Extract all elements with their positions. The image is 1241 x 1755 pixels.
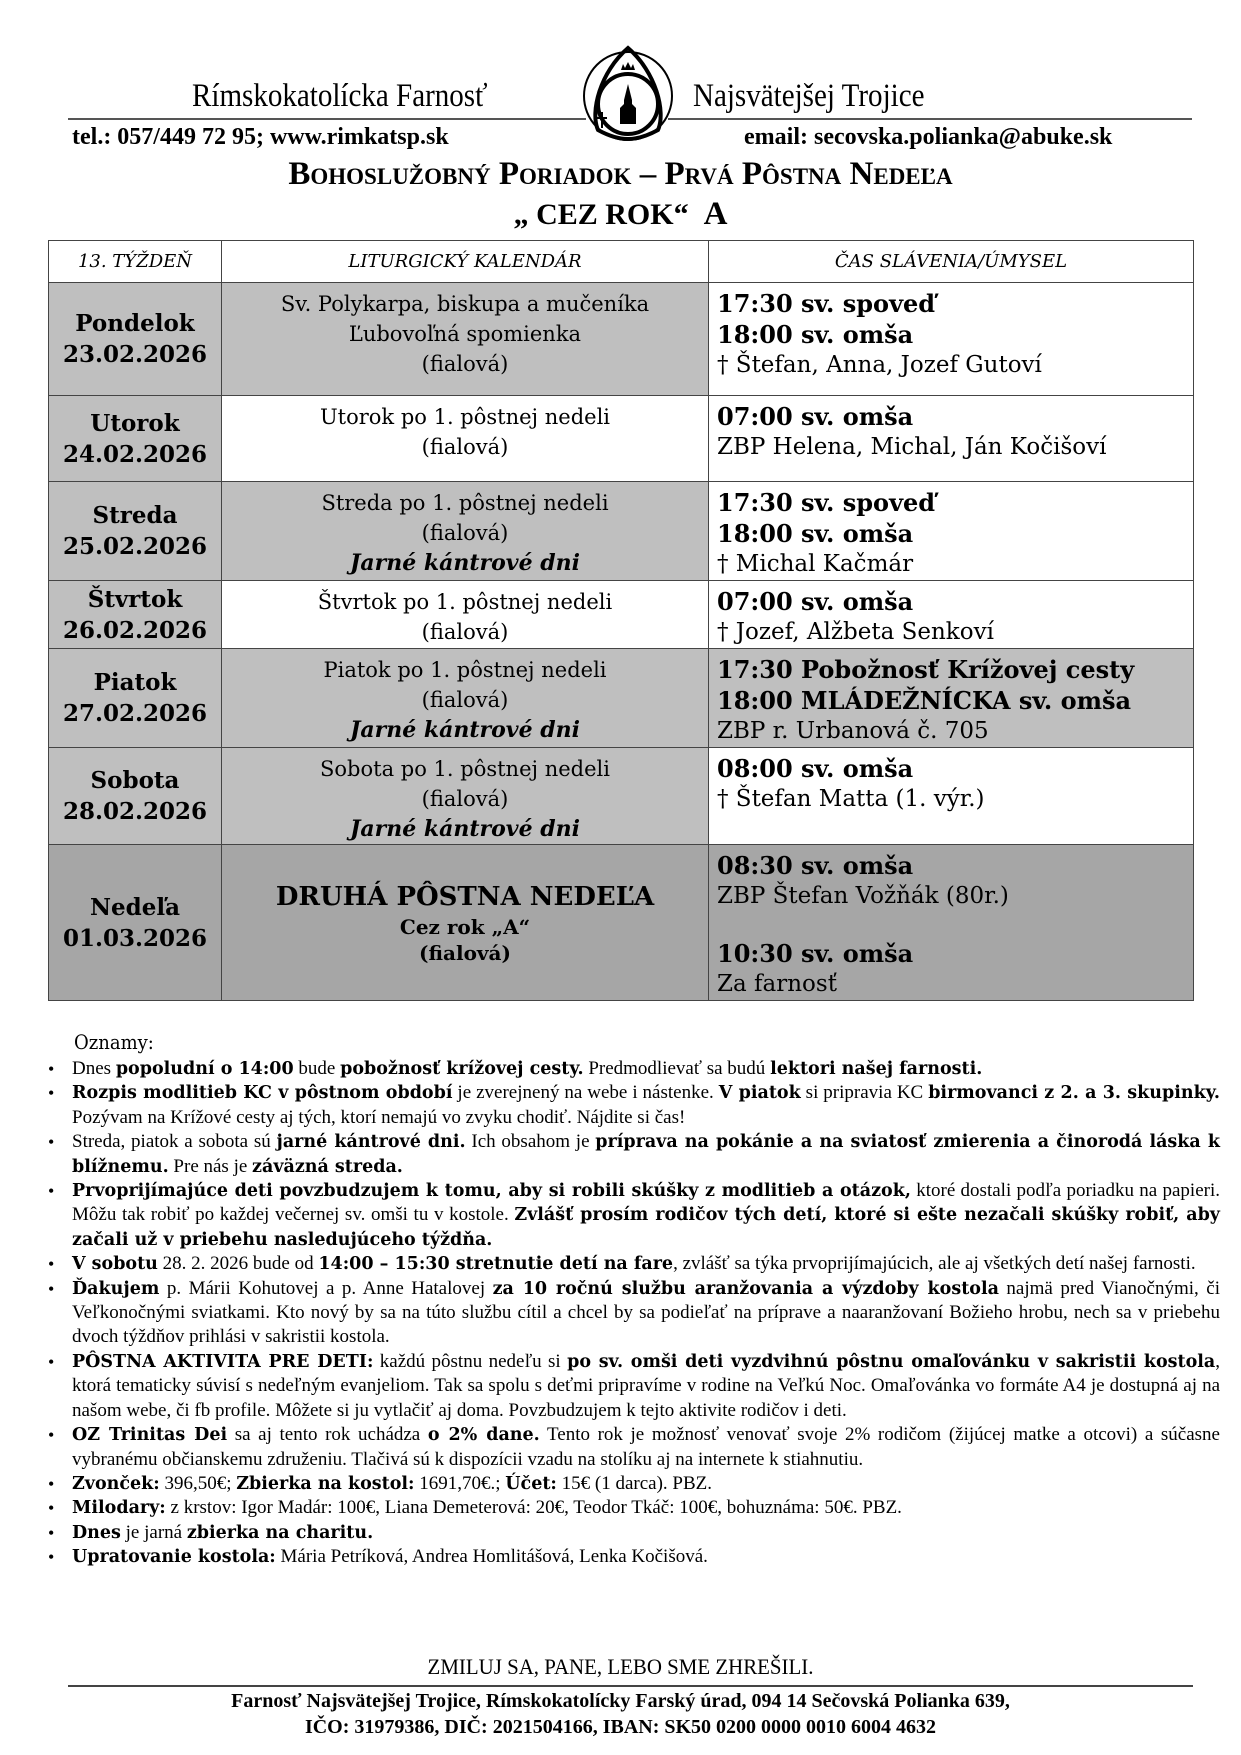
liturgy-line: Streda po 1. pôstnej nedeli	[321, 491, 609, 515]
footer-address: Farnosť Najsvätejšej Trojice, Rímskokatolícky Farský úrad, 094 14 Sečovská Polianka 639,	[231, 1690, 1010, 1712]
footer-rule	[68, 1685, 1193, 1687]
announcement-item	[72, 1545, 1220, 1569]
announcement-text: každú pôstnu nedeľu si	[373, 1350, 568, 1372]
liturgy-line: (fialová)	[421, 620, 509, 644]
schedule-table	[48, 240, 1194, 1001]
announcement-bold-text: zbierka na charitu.	[186, 1522, 374, 1543]
header-rule-right	[668, 118, 1192, 120]
feast-label: Jarné kántrové dni	[349, 816, 580, 842]
announcement-text: Predmodlievať sa budú	[583, 1058, 771, 1079]
announcement-bold-text: príprava na pokánie a na sviatosť zmierenia a činorodá láska k blížnemu.	[72, 1132, 1220, 1177]
day-name: Nedeľa	[89, 893, 180, 921]
liturgy-line: (fialová)	[421, 435, 509, 459]
service-time: 17:30 sv. spoveď	[717, 488, 936, 517]
day-date: 27.02.2026	[62, 700, 208, 727]
announcement-item	[72, 1179, 1220, 1252]
service-time: 18:00 MLÁDEŽNÍCKA sv. omša	[717, 686, 1132, 715]
announcement-bold-text: Zvlášť prosím rodičov tých detí, ktoré si ešte nezačali skúšky robiť, aby začali už v priebehu nasledujúceho týždňa.	[72, 1205, 1220, 1250]
time-intention-cell	[709, 283, 1194, 396]
announcement-text: , zvlášť sa týka prvoprijímajúcich, ale aj všetkých detí našej farnosti.	[673, 1253, 1196, 1275]
service-time: 08:30 sv. omša	[717, 851, 914, 880]
announcement-bold-text: Dnes	[72, 1522, 121, 1543]
announcement-bold-text: Prvoprijímajúce deti povzbudzujem k tomu, aby si robili skúšky z modlitieb a otázok,	[72, 1181, 911, 1202]
liturgy-line: (fialová)	[421, 787, 509, 811]
header-time-intention: ČAS SLÁVENIA/ÚMYSEL	[709, 241, 1194, 283]
sunday-cycle: Cez rok „A“	[399, 914, 531, 939]
schedule-row	[49, 482, 1194, 581]
contact-email: email: secovska.polianka@abuke.sk	[744, 124, 1113, 150]
liturgy-line: Štvrtok po 1. pôstnej nedeli	[317, 590, 613, 614]
liturgy-line: Piatok po 1. pôstnej nedeli	[323, 658, 607, 682]
announcement-text: Dnes	[72, 1058, 116, 1079]
announcement-text: Ich obsahom je	[465, 1131, 596, 1153]
announcement-bold-text: o 2% dane.	[427, 1425, 540, 1446]
table-header-row	[49, 241, 1194, 283]
announcement-text: Pre nás je	[168, 1155, 253, 1177]
announcement-text: sa aj tento rok uchádza	[227, 1424, 428, 1446]
day-date: 25.02.2026	[62, 533, 208, 560]
announcement-bold-text: 14:00 – 15:30 stretnutie detí na fare	[318, 1254, 674, 1275]
day-name: Piatok	[93, 669, 177, 696]
announcement-item	[72, 1350, 1220, 1423]
liturgy-cell	[222, 396, 709, 482]
mass-intention: † Štefan Matta (1. výr.)	[717, 786, 985, 812]
announcement-bold-text: OZ Trinitas Dei	[72, 1425, 228, 1446]
parish-name-right: Najsvätejšej Trojice	[693, 78, 925, 114]
day-name: Pondelok	[75, 310, 195, 337]
day-date: 24.02.2026	[62, 440, 208, 468]
liturgy-cell	[222, 581, 709, 649]
service-time: 08:00 sv. omša	[717, 754, 914, 783]
day-cell	[49, 845, 222, 1001]
announcement-item	[72, 1423, 1220, 1472]
liturgy-line: (fialová)	[421, 352, 509, 376]
service-time: 10:30 sv. omša	[717, 939, 914, 968]
page-title: Bohoslužobný Poriadok – Prvá Pôstna Nedeľa	[288, 156, 953, 192]
announcements-list	[44, 1057, 1220, 1570]
announcement-bold-text: V sobotu	[72, 1254, 158, 1275]
announcement-bold-text: Zvonček:	[72, 1473, 160, 1494]
time-intention-cell	[709, 748, 1194, 845]
time-intention-cell	[709, 482, 1194, 581]
day-cell	[49, 581, 222, 649]
header-week: 13. TÝŽDEŇ	[49, 241, 222, 283]
liturgy-cell	[222, 482, 709, 581]
announcement-item	[72, 1472, 1220, 1496]
announcement-bold-text: Rozpis modlitieb KC v pôstnom období	[72, 1083, 453, 1104]
announcement-text: 396,50€;	[159, 1472, 237, 1494]
announcement-item	[72, 1057, 1220, 1081]
announcement-bold-text: jarné kántrové dni.	[276, 1132, 466, 1153]
announcement-text: 28. 2. 2026 bude od	[157, 1253, 319, 1275]
time-intention-cell	[709, 581, 1194, 649]
announcement-text: z krstov: Igor Madár: 100€, Liana Demeterová: 20€, Teodor Tkáč: 100€, bohuznáma: 50€. PBZ.	[165, 1497, 902, 1519]
time-intention-cell	[709, 396, 1194, 482]
announcement-bold-text: birmovanci z 2. a 3. skupinky.	[928, 1083, 1220, 1104]
announcement-text: bude	[293, 1058, 341, 1079]
mass-intention: ZBP Štefan Vožňák (80r.)	[717, 883, 1009, 909]
announcement-bold-text: Účet:	[505, 1473, 557, 1494]
service-time: 18:00 sv. omša	[717, 519, 914, 548]
liturgy-line: Ľubovoľná spomienka	[348, 322, 582, 346]
announcement-text: najmä pred Vianočnými, či Veľkonočnými sviatkami. Kto nový by sa na túto službu cítil a chcel by sa podieľať na príprave a naaranžovaní Božieho hrobu, nech sa v priebehu dvoch týždňov prihlási v sakristii kostola.	[72, 1277, 1220, 1348]
announcement-item	[72, 1521, 1220, 1545]
announcement-text: je zverejnený na webe i nástenke.	[452, 1082, 719, 1104]
feast-label: Jarné kántrové dni	[349, 550, 580, 576]
liturgy-line: Utorok po 1. pôstnej nedeli	[319, 405, 611, 429]
mass-intention: ZBP Helena, Michal, Ján Kočišoví	[717, 434, 1107, 460]
footer-ids: IČO: 31979386, DIČ: 2021504166, IBAN: SK50 0200 0000 0010 6004 4632	[304, 1716, 937, 1738]
closing-prayer: ZMILUJ SA, PANE, LEBO SME ZHREŠILI.	[427, 1654, 814, 1679]
announcement-item	[72, 1130, 1220, 1179]
mass-intention: † Jozef, Alžbeta Senkoví	[717, 619, 994, 645]
announcement-bold-text: záväzná streda.	[252, 1156, 403, 1177]
header-rule-left	[68, 118, 586, 120]
announcement-text: Tento rok je možnosť venovať svoje 2% rodičom (žijúcej matke a otcovi) a súčasne vybranému občianskemu združeniu. Tlačivá sú k dispozícii vzadu na stolíku aj na internete k stiahnutiu.	[72, 1424, 1220, 1470]
day-date: 23.02.2026	[62, 341, 208, 368]
announcement-bold-text: po sv. omši deti vyzdvihnú pôstnu omaľovánku v sakristii kostola	[567, 1351, 1216, 1372]
mass-intention: † Michal Kačmár	[717, 551, 914, 577]
mass-intention: Za farnosť	[717, 971, 837, 997]
announcement-bold-text: Zbierka na kostol:	[236, 1473, 415, 1494]
contact-phone-web: tel.: 057/449 72 95; www.rimkatsp.sk	[72, 124, 449, 150]
mass-intention: † Štefan, Anna, Jozef Gutoví	[717, 352, 1042, 378]
day-date: 28.02.2026	[62, 798, 208, 825]
day-name: Streda	[92, 502, 178, 529]
liturgy-line: Sobota po 1. pôstnej nedeli	[320, 757, 610, 781]
day-cell	[49, 396, 222, 482]
parish-name-left: Rímskokatolícka Farnosť	[192, 78, 488, 114]
announcement-text: Mária Petríková, Andrea Homlitášová, Lenka Kočišová.	[275, 1546, 708, 1568]
announcement-item	[72, 1081, 1220, 1130]
announcement-text: 1691,70€.;	[414, 1472, 506, 1494]
liturgy-cell	[222, 748, 709, 845]
schedule-row	[49, 581, 1194, 649]
service-time: 07:00 sv. omša	[717, 587, 914, 616]
day-cell	[49, 283, 222, 396]
announcement-bold-text: lektori našej farnosti.	[770, 1059, 983, 1079]
schedule-row	[49, 748, 1194, 845]
time-intention-cell	[709, 649, 1194, 748]
service-time: 17:30 Pobožnosť Krížovej cesty	[717, 655, 1135, 684]
sunday-title: DRUHÁ PÔSTNA NEDEĽA	[275, 881, 655, 912]
announcements-heading: Oznamy:	[74, 1030, 154, 1054]
service-time: 17:30 sv. spoveď	[717, 289, 936, 318]
liturgy-cell	[222, 649, 709, 748]
announcement-bold-text: za 10 ročnú službu aranžovania a výzdoby kostola	[492, 1278, 999, 1299]
mass-intention: ZBP r. Urbanová č. 705	[717, 718, 989, 744]
subtitle-text: „ CEZ ROK“	[513, 198, 689, 231]
announcement-text: 15€ (1 darca). PBZ.	[556, 1472, 713, 1494]
day-name: Utorok	[90, 409, 180, 437]
page-subtitle	[0, 196, 1241, 233]
feast-label: Jarné kántrové dni	[349, 717, 580, 743]
header-liturgical-calendar: LITURGICKÝ KALENDÁR	[222, 241, 709, 283]
announcement-item	[72, 1496, 1220, 1520]
announcement-text: si pripravia KC	[800, 1082, 929, 1104]
announcement-bold-text: popoludní o 14:00	[115, 1059, 294, 1079]
announcement-bold-text: PÔSTNA AKTIVITA PRE DETI:	[72, 1351, 374, 1372]
day-name: Štvrtok	[87, 585, 183, 613]
liturgy-line: (fialová)	[421, 688, 509, 712]
announcement-text: , ktorá tematicky súvisí s nedeľným evanjeliom. Tak sa spolu s deťmi pripravíme v rodine na Veľkú Noc. Omaľovánka vo formáte A4 je dostupná aj na našom webe, či fb profile. Môžete si ju vytlačiť aj doma. Povzbudzujem k tejto aktivite rodičov i deti.	[72, 1350, 1221, 1421]
liturgy-line: Sv. Polykarpa, biskupa a mučeníka	[280, 292, 650, 316]
day-name: Sobota	[90, 767, 180, 794]
announcement-bold-text: Milodary:	[72, 1498, 166, 1519]
sunday-color: (fialová)	[419, 940, 511, 965]
service-time: 18:00 sv. omša	[717, 320, 914, 349]
announcement-text: je jarná	[120, 1521, 187, 1543]
day-date: 26.02.2026	[62, 616, 208, 644]
announcement-text: p. Márii Kohutovej a p. Anne Hatalovej	[159, 1277, 493, 1299]
announcement-text: Streda, piatok a sobota sú	[72, 1131, 277, 1153]
announcement-bold-text: pobožnosť krížovej cesty.	[340, 1059, 584, 1079]
announcement-item	[72, 1252, 1220, 1276]
announcement-item	[72, 1277, 1220, 1350]
announcement-bold-text: V piatok	[718, 1083, 801, 1104]
subtitle-letter: A	[703, 196, 728, 232]
schedule-row	[49, 396, 1194, 482]
announcement-text: ktoré dostali podľa poriadku na papieri. Môžu tak robiť po každej večernej sv. omši tu v kostole.	[72, 1180, 1220, 1226]
liturgy-cell	[222, 845, 709, 1001]
announcement-bold-text: Ďakujem	[72, 1278, 160, 1299]
liturgy-line: (fialová)	[421, 521, 509, 545]
announcement-bold-text: Upratovanie kostola:	[72, 1547, 276, 1568]
day-date: 01.03.2026	[62, 924, 208, 952]
day-cell	[49, 748, 222, 845]
announcement-text: Pozývam na Krížové cesty aj tých, ktorí nemajú vo zvyku chodiť. Nájdite si čas!	[72, 1106, 686, 1128]
schedule-row	[49, 649, 1194, 748]
day-cell	[49, 649, 222, 748]
schedule-row	[49, 283, 1194, 396]
spacer	[717, 912, 1193, 938]
schedule-row-sunday	[49, 845, 1194, 1001]
time-intention-cell	[709, 845, 1194, 1001]
day-cell	[49, 482, 222, 581]
trinity-church-logo-icon	[580, 42, 676, 144]
liturgy-cell	[222, 283, 709, 396]
service-time: 07:00 sv. omša	[717, 402, 914, 431]
